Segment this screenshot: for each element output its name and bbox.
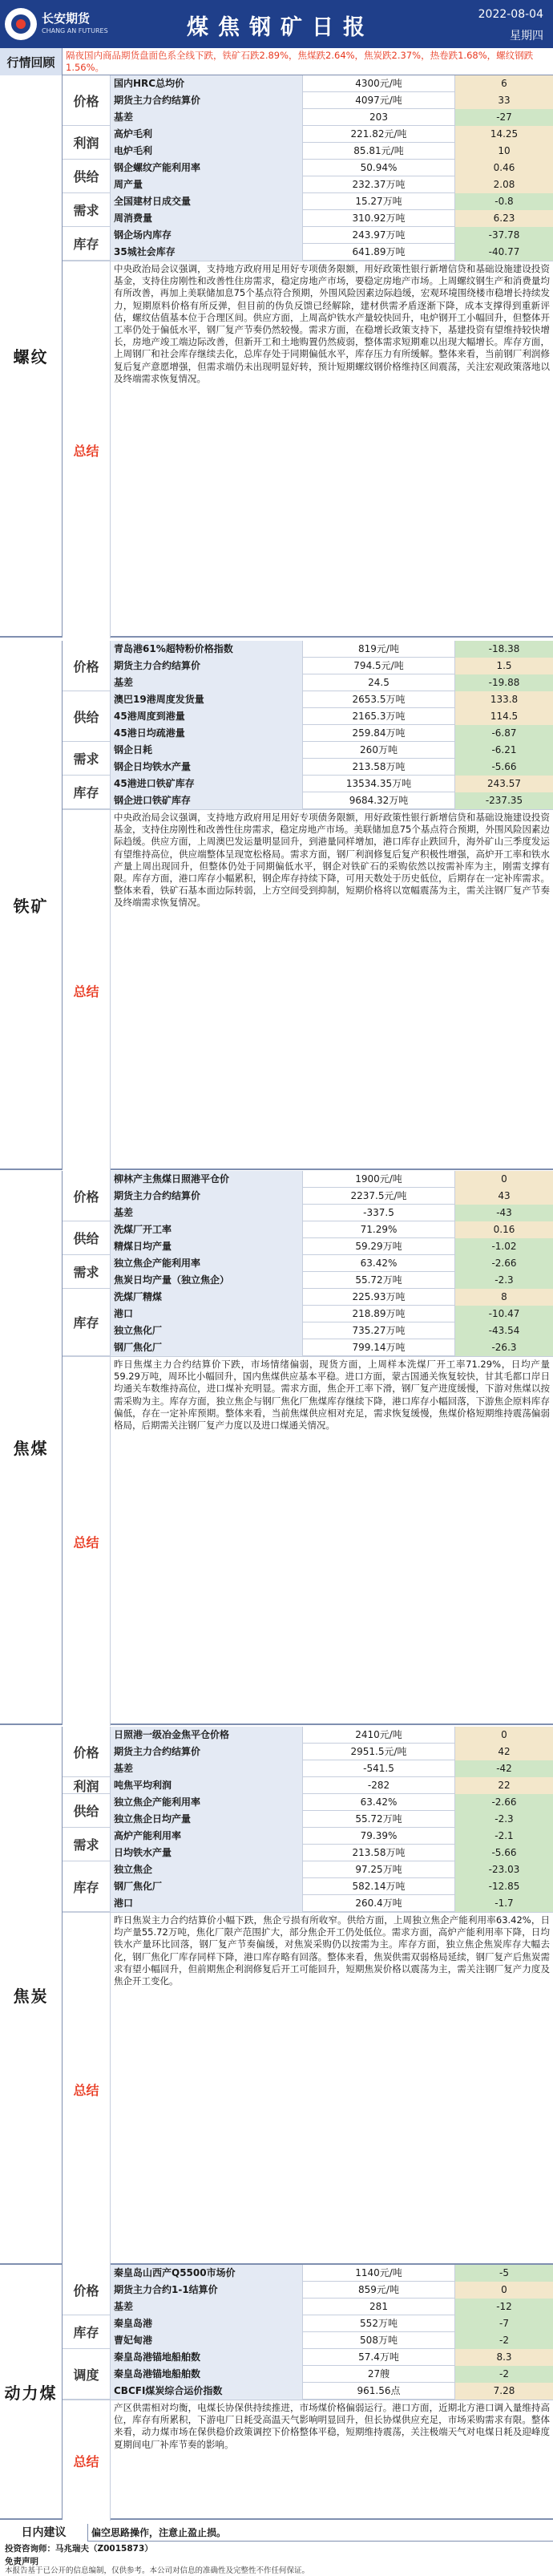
category-label: 库存 [63, 1289, 111, 1356]
indicator-value: 15.27万吨 [303, 193, 455, 210]
indicator-change: 243.57 [455, 776, 553, 792]
indicator-name: 钢企螺纹产能利用率 [111, 160, 303, 176]
indicator-change: -2 [455, 2332, 553, 2349]
section-label: 螺纹 [0, 75, 63, 636]
indicator-change: 10 [455, 143, 553, 160]
indicator-value: 55.72万吨 [303, 1272, 455, 1289]
indicator-name: 港口 [111, 1895, 303, 1912]
indicator-name: 洗煤厂开工率 [111, 1221, 303, 1238]
report-date: 2022-08-04 [478, 8, 543, 21]
indicator-value: 213.58万吨 [303, 1845, 455, 1861]
table-row [63, 2366, 553, 2383]
indicator-value: 281 [303, 2299, 455, 2315]
table-row [63, 674, 553, 691]
indicator-value: 1900元/吨 [303, 1171, 455, 1188]
indicator-value: 232.37万吨 [303, 176, 455, 193]
indicator-value: 225.93万吨 [303, 1289, 455, 1306]
indicator-change: -26.3 [455, 1339, 553, 1356]
indicator-change: -6.87 [455, 725, 553, 742]
logo-cn-text: 长安期货 [42, 11, 91, 26]
table-row [63, 92, 553, 109]
disclaimer-text: 本报告基于已公开的信息编制，仅供参考。本公司对信息的准确性及完整性不作任何保证。 [5, 2566, 310, 2575]
indicator-name: 周消费量 [111, 210, 303, 227]
section-summary [63, 1356, 553, 1725]
logo-en-text: CHANG AN FUTURES [42, 27, 108, 34]
table-row [63, 1878, 553, 1895]
indicator-value: 799.14万吨 [303, 1339, 455, 1356]
section-3 [0, 1171, 553, 1725]
indicator-name: 钢厂焦化厂 [111, 1878, 303, 1895]
indicator-value: 2237.5元/吨 [303, 1188, 455, 1205]
indicator-value: -337.5 [303, 1205, 455, 1221]
summary-label: 总结 [63, 261, 111, 638]
indicator-name: 柳林产主焦煤日照港平仓价 [111, 1171, 303, 1188]
summary-label: 总结 [63, 1913, 111, 2266]
category-label: 需求 [63, 193, 111, 227]
indicator-name: 电炉毛利 [111, 143, 303, 160]
category-label: 调度 [63, 2349, 111, 2400]
indicator-change: 0 [455, 1727, 553, 1744]
report-header [0, 0, 553, 48]
indicator-name: 国内HRC总均价 [111, 75, 303, 92]
summary-text: 昨日焦炭主力合约结算价小幅下跌，焦企亏损有所收窄。供给方面，上周独立焦企产能利用率63.42%，日均产量55.72万吨，焦化厂限产范围扩大，部分焦企开工仍处低位。需求方面，高炉产能利用率下降，日均铁水产量环比回落，钢厂复产节奏偏缓，对焦炭采购仍以按需为主。库存方面，独立焦企焦炭库存大幅去化，钢厂焦化厂库存同样下降，港口库存略有回落。整体来看，焦炭供需双弱格局延续，钢厂复产后焦炭需求有望小幅回升，但前期焦企利润修复后开工可能回升，短期焦炭价格以震荡为主，需关注钢厂复产力度及焦企开工变化。 [114, 1914, 550, 1987]
table-row [63, 1760, 553, 1777]
indicator-name: 钢企日均铁水产量 [111, 759, 303, 776]
section-1 [0, 75, 553, 638]
indicator-change: -37.78 [455, 227, 553, 244]
section-5 [0, 2265, 553, 2520]
section-rows [63, 1727, 553, 2265]
table-row [63, 193, 553, 210]
indicator-name: 周产量 [111, 176, 303, 193]
table-row [63, 1188, 553, 1205]
indicator-change: -42 [455, 1760, 553, 1777]
indicator-name: 期货主力合约结算价 [111, 92, 303, 109]
indicator-name: 全国建材日成交量 [111, 193, 303, 210]
indicator-change: -5.66 [455, 1845, 553, 1861]
indicator-name: 基差 [111, 1205, 303, 1221]
table-row [63, 776, 553, 792]
table-row [63, 126, 553, 143]
section-label: 铁矿 [0, 641, 63, 1169]
indicator-value: 310.92万吨 [303, 210, 455, 227]
indicator-change: -1.02 [455, 1238, 553, 1255]
intraday-advice [0, 2524, 553, 2542]
indicator-name: 洗煤厂精煤 [111, 1289, 303, 1306]
indicator-change: 2.08 [455, 176, 553, 193]
table-row [63, 1272, 553, 1289]
table-row [63, 1289, 553, 1306]
table-row [63, 725, 553, 742]
indicator-value: 59.29万吨 [303, 1238, 455, 1255]
indicator-name: 曹妃甸港 [111, 2332, 303, 2349]
indicator-value: 71.29% [303, 1221, 455, 1238]
category-label: 需求 [63, 1828, 111, 1861]
summary-text: 中央政治局会议强调，支持地方政府用足用好专项债务限额，用好政策性银行新增信贷和基础设施建设投资基金，支持住房刚性和改善性住房需求，稳定房地产市场，要稳定房地产市场。上周螺纹钢生产和消费量均有所改善，再加上美联储加息75个基点符合预期，外围风险因素边际趋缓，宏观环境围绕楼市稳增长持续发力，短期原料价格有所反弹，但目前的伪负反馈已经解除，建材供需矛盾逐渐下降，成本支撑得到重新评估，螺纹估值基本位于合理区间。供应方面，上周高炉铁水产量较快回升，电炉钢开工小幅回升，但整体开工率仍处于偏低水平，钢厂复产节奏仍然较慢。需求方面，在稳增长政策支持下，基建投资有望维持较快增长，房地产竣工端边际改善，但新开工和土地购置仍然疲弱，整体需求短期难以出现大幅增长。库存方面，上周钢厂和社会库存继续去化，总库存处于同期偏低水平，库存压力有所缓解。整体来看，当前钢厂利润修复后复产意愿增强，但需求端仍未出现明显好转，预计短期螺纹钢价格维持区间震荡，关注宏观政策落地以及终端需求恢复情况。 [114, 263, 550, 384]
indicator-change: 6 [455, 75, 553, 92]
indicator-change: 22 [455, 1777, 553, 1794]
summary-text: 昨日焦煤主力合约结算价下跌，市场情绪偏弱，现货方面，上周样本洗煤厂开工率71.29%，日均产量59.29万吨，周环比小幅回升，国内焦煤供应基本平稳。进口方面，蒙古国通关恢复较快，甘其毛都口岸日均通关车数维持高位，进口煤补充明显。需求方面，焦企开工率下滑，钢厂复产进度缓慢，下游对焦煤以按需采购为主。库存方面，独立焦企与钢厂焦化厂焦煤库存继续下降，港口库存小幅回落，下游焦企原料库存偏低，存在一定补库预期。整体来看，当前焦煤供应相对充足，需求恢复缓慢，焦煤价格短期维持震荡偏弱格局，后期需关注钢厂复产力度以及进口煤通关情况。 [114, 1359, 550, 1432]
indicator-value: 260.4万吨 [303, 1895, 455, 1912]
indicator-value: 641.89万吨 [303, 244, 455, 261]
indicator-value: 552万吨 [303, 2315, 455, 2332]
category-label: 价格 [63, 641, 111, 691]
indicator-change: -0.8 [455, 193, 553, 210]
section-rows [63, 75, 553, 638]
indicator-value: 24.5 [303, 674, 455, 691]
indicator-name: 45港进口铁矿库存 [111, 776, 303, 792]
table-row [63, 244, 553, 261]
indicator-change: 7.28 [455, 2383, 553, 2400]
indicator-name: 澳巴19港周度发货量 [111, 691, 303, 708]
indicator-change: -2.3 [455, 1272, 553, 1289]
table-row [63, 2383, 553, 2400]
table-row [63, 1339, 553, 1356]
indicator-name: 45港周度到港量 [111, 708, 303, 725]
indicator-name: 基差 [111, 1760, 303, 1777]
indicator-change: -43 [455, 1205, 553, 1221]
section-summary [63, 1912, 553, 2265]
indicator-value: 259.84万吨 [303, 725, 455, 742]
table-row [63, 1828, 553, 1845]
indicator-change: 8 [455, 1289, 553, 1306]
category-label: 需求 [63, 742, 111, 776]
indicator-change: -12 [455, 2299, 553, 2315]
category-label: 供给 [63, 1221, 111, 1255]
summary-label: 总结 [63, 810, 111, 1171]
indicator-name: 秦皇岛山西产Q5500市场价 [111, 2265, 303, 2282]
indicator-value: 243.97万吨 [303, 227, 455, 244]
table-row [63, 792, 553, 809]
table-row [63, 109, 553, 126]
indicator-name: 钢企日耗 [111, 742, 303, 759]
category-label: 价格 [63, 1171, 111, 1221]
indicator-name: 港口 [111, 1306, 303, 1322]
category-label: 利润 [63, 1777, 111, 1794]
table-row [63, 1322, 553, 1339]
indicator-value: 203 [303, 109, 455, 126]
indicator-value: 859元/吨 [303, 2282, 455, 2299]
indicator-value: 97.25万吨 [303, 1861, 455, 1878]
table-row [63, 708, 553, 725]
indicator-change: 42 [455, 1744, 553, 1760]
table-row [63, 1845, 553, 1861]
indicator-name: 独立焦企产能利用率 [111, 1794, 303, 1811]
category-label: 需求 [63, 1255, 111, 1289]
table-row [63, 691, 553, 708]
indicator-name: 基差 [111, 109, 303, 126]
indicator-change: -40.77 [455, 244, 553, 261]
category-label: 供给 [63, 691, 111, 742]
market-review [0, 48, 553, 75]
section-4 [0, 1727, 553, 2265]
indicator-name: 精煤日均产量 [111, 1238, 303, 1255]
indicator-name: 秦皇岛港锚地船舶数 [111, 2366, 303, 2383]
indicator-value: 961.56点 [303, 2383, 455, 2400]
indicator-value: 55.72万吨 [303, 1811, 455, 1828]
indicator-change: -43.54 [455, 1322, 553, 1339]
market-review-label: 行情回顾 [0, 48, 63, 75]
report-title: 煤焦钢矿日报 [187, 15, 374, 40]
indicator-change: -12.85 [455, 1878, 553, 1895]
indicator-name: 秦皇岛港锚地船舶数 [111, 2349, 303, 2366]
disclaimer-title: 免责声明 [5, 2557, 38, 2566]
indicator-name: 钢企进口铁矿库存 [111, 792, 303, 809]
indicator-change: 8.3 [455, 2349, 553, 2366]
indicator-change: -18.38 [455, 641, 553, 658]
indicator-change: 133.8 [455, 691, 553, 708]
advice-text: 偏空思路操作，注意止盈止损。 [91, 2527, 227, 2538]
indicator-value: 57.4万吨 [303, 2349, 455, 2366]
table-row [63, 1171, 553, 1188]
indicator-change: -2.1 [455, 1828, 553, 1845]
indicator-value: 735.27万吨 [303, 1322, 455, 1339]
table-row [63, 742, 553, 759]
indicator-change: -6.21 [455, 742, 553, 759]
indicator-name: 独立焦企 [111, 1861, 303, 1878]
indicator-value: 13534.35万吨 [303, 776, 455, 792]
advice-label: 日内建议 [0, 2524, 88, 2542]
table-row [63, 759, 553, 776]
table-row [63, 1205, 553, 1221]
indicator-change: -7 [455, 2315, 553, 2332]
indicator-value: 79.39% [303, 1828, 455, 1845]
indicator-change: -237.35 [455, 792, 553, 809]
table-row [63, 2332, 553, 2349]
indicator-name: 焦炭日均产量（独立焦企） [111, 1272, 303, 1289]
table-row [63, 143, 553, 160]
indicator-change: -27 [455, 109, 553, 126]
indicator-value: 50.94% [303, 160, 455, 176]
indicator-change: 14.25 [455, 126, 553, 143]
section-summary [63, 2400, 553, 2520]
section-rows [63, 2265, 553, 2520]
indicator-change: -1.7 [455, 1895, 553, 1912]
section-rows [63, 641, 553, 1170]
indicator-name: 35城社会库存 [111, 244, 303, 261]
indicator-change: 33 [455, 92, 553, 109]
indicator-value: 4097元/吨 [303, 92, 455, 109]
table-row [63, 2349, 553, 2366]
indicator-name: 独立焦化厂 [111, 1322, 303, 1339]
indicator-name: 日照港一级冶金焦平仓价格 [111, 1727, 303, 1744]
category-label: 库存 [63, 1861, 111, 1912]
indicator-name: 日均铁水产量 [111, 1845, 303, 1861]
indicator-change: 43 [455, 1188, 553, 1205]
table-row [63, 210, 553, 227]
table-row [63, 1221, 553, 1238]
indicator-name: 基差 [111, 674, 303, 691]
indicator-value: 221.82元/吨 [303, 126, 455, 143]
table-row [63, 1727, 553, 1744]
table-row [63, 1861, 553, 1878]
indicator-value: 2951.5元/吨 [303, 1744, 455, 1760]
indicator-value: 218.89万吨 [303, 1306, 455, 1322]
summary-text: 中央政治局会议强调，支持地方政府用足用好专项债务限额，用好政策性银行新增信贷和基础设施建设投资基金，支持住房刚性和改善性住房需求，稳定房地产市场。美联储加息75个基点符合预期，外围风险因素边际趋缓。供应方面，上周澳巴发运量明显回升，到港量同样增加，港口库存止跌回升，海外矿山三季度发运有望维持高位，供应端整体呈现宽松格局。需求方面，钢厂利润修复后复产积极性增强，高炉开工率和铁水产量上周出现回升，但整体仍处于同期偏低水平，钢企对铁矿石的采购依然以按需补库为主，刚需支撑有限。库存方面，港口库存小幅累积，钢企库存持续下降，可用天数处于历史低位，后期存在一定补库需求。整体来看，铁矿石基本面边际转弱，上方空间受到抑制，短期价格将以宽幅震荡为主，需关注钢厂复产节奏及终端需求恢复情况。 [114, 812, 550, 909]
indicator-value: 213.58万吨 [303, 759, 455, 776]
category-label: 价格 [63, 75, 111, 126]
indicator-value: 9684.32万吨 [303, 792, 455, 809]
category-label: 价格 [63, 2265, 111, 2315]
table-row [63, 176, 553, 193]
table-row [63, 1794, 553, 1811]
indicator-value: 260万吨 [303, 742, 455, 759]
indicator-change: 0 [455, 2282, 553, 2299]
table-row [63, 1238, 553, 1255]
indicator-change: -2 [455, 2366, 553, 2383]
category-label: 库存 [63, 2315, 111, 2349]
category-label: 供给 [63, 160, 111, 193]
indicator-name: 高炉产能利用率 [111, 1828, 303, 1845]
section-summary [63, 261, 553, 638]
market-review-text: 隔夜国内商品期货盘面色系全线下跌，铁矿石跌2.89%，焦煤跌2.64%，焦炭跌2.37%，热卷跌1.68%，螺纹钢跌1.56%。 [66, 50, 534, 73]
report-weekday: 星期四 [510, 30, 543, 43]
table-row [63, 658, 553, 674]
table-row [63, 1306, 553, 1322]
indicator-change: 1.5 [455, 658, 553, 674]
section-label: 焦煤 [0, 1171, 63, 1723]
table-row [63, 227, 553, 244]
indicator-change: -10.47 [455, 1306, 553, 1322]
indicator-change: 0 [455, 1171, 553, 1188]
indicator-name: 钢厂焦化厂 [111, 1339, 303, 1356]
table-row [63, 2265, 553, 2282]
table-row [63, 75, 553, 92]
indicator-name: 期货主力合约结算价 [111, 658, 303, 674]
category-label: 利润 [63, 126, 111, 160]
indicator-name: CBCFI煤炭综合运价指数 [111, 2383, 303, 2400]
indicator-value: 2410元/吨 [303, 1727, 455, 1744]
company-logo [5, 5, 108, 43]
indicator-value: 1140元/吨 [303, 2265, 455, 2282]
section-rows [63, 1171, 553, 1725]
indicator-change: -5 [455, 2265, 553, 2282]
category-label: 价格 [63, 1727, 111, 1777]
indicator-value: 582.14万吨 [303, 1878, 455, 1895]
table-row [63, 2299, 553, 2315]
indicator-value: 2165.3万吨 [303, 708, 455, 725]
indicator-value: 4300元/吨 [303, 75, 455, 92]
indicator-name: 45港日均疏港量 [111, 725, 303, 742]
summary-text: 产区供需相对均衡，电煤长协保供持续推进，市场煤价格偏弱运行。港口方面，近期北方港口调入量维持高位，库存有所累积，下游电厂日耗受高温天气影响明显回升，但长协煤供应充足，市场采购需求有限。整体来看，动力煤市场在保供稳价政策调控下价格整体平稳，短期维持震荡，关注极端天气对电煤日耗及迎峰度夏期间电厂补库节奏的影响。 [114, 2402, 550, 2450]
indicator-change: 0.16 [455, 1221, 553, 1238]
table-row [63, 1895, 553, 1912]
indicator-value: -541.5 [303, 1760, 455, 1777]
indicator-change: 6.23 [455, 210, 553, 227]
section-2 [0, 641, 553, 1170]
indicator-change: -2.66 [455, 1255, 553, 1272]
indicator-change: -23.03 [455, 1861, 553, 1878]
indicator-name: 期货主力合约结算价 [111, 1188, 303, 1205]
indicator-value: 63.42% [303, 1255, 455, 1272]
table-row [63, 1811, 553, 1828]
indicator-change: 114.5 [455, 708, 553, 725]
table-row [63, 641, 553, 658]
indicator-name: 期货主力合约结算价 [111, 1744, 303, 1760]
indicator-value: -282 [303, 1777, 455, 1794]
indicator-change: 0.46 [455, 160, 553, 176]
section-label: 动力煤 [0, 2265, 63, 2518]
table-row [63, 2282, 553, 2299]
category-label: 供给 [63, 1794, 111, 1828]
indicator-value: 85.81元/吨 [303, 143, 455, 160]
section-summary [63, 809, 553, 1170]
table-row [63, 1744, 553, 1760]
indicator-name: 秦皇岛港 [111, 2315, 303, 2332]
indicator-change: -19.88 [455, 674, 553, 691]
indicator-name: 高炉毛利 [111, 126, 303, 143]
indicator-change: -2.3 [455, 1811, 553, 1828]
logo-icon [5, 8, 37, 40]
category-label: 库存 [63, 776, 111, 809]
indicator-name: 基差 [111, 2299, 303, 2315]
indicator-name: 钢企场内库存 [111, 227, 303, 244]
indicator-value: 508万吨 [303, 2332, 455, 2349]
indicator-change: -2.66 [455, 1794, 553, 1811]
indicator-value: 2653.5万吨 [303, 691, 455, 708]
indicator-name: 吨焦平均利润 [111, 1777, 303, 1794]
indicator-change: -5.66 [455, 759, 553, 776]
indicator-value: 794.5元/吨 [303, 658, 455, 674]
indicator-name: 青岛港61%超特粉价格指数 [111, 641, 303, 658]
table-row [63, 2315, 553, 2332]
summary-label: 总结 [63, 1357, 111, 1726]
indicator-value: 27艘 [303, 2366, 455, 2383]
indicator-value: 819元/吨 [303, 641, 455, 658]
table-row [63, 160, 553, 176]
advisor-info: 投资咨询师：马兆瑞夫（Z0015873） [5, 2544, 153, 2554]
summary-label: 总结 [63, 2400, 111, 2521]
category-label: 库存 [63, 227, 111, 261]
table-row [63, 1777, 553, 1794]
indicator-name: 独立焦企产能利用率 [111, 1255, 303, 1272]
section-label: 焦炭 [0, 1727, 63, 2263]
indicator-value: 63.42% [303, 1794, 455, 1811]
indicator-name: 独立焦企日均产量 [111, 1811, 303, 1828]
indicator-name: 期货主力合约1-1结算价 [111, 2282, 303, 2299]
table-row [63, 1255, 553, 1272]
